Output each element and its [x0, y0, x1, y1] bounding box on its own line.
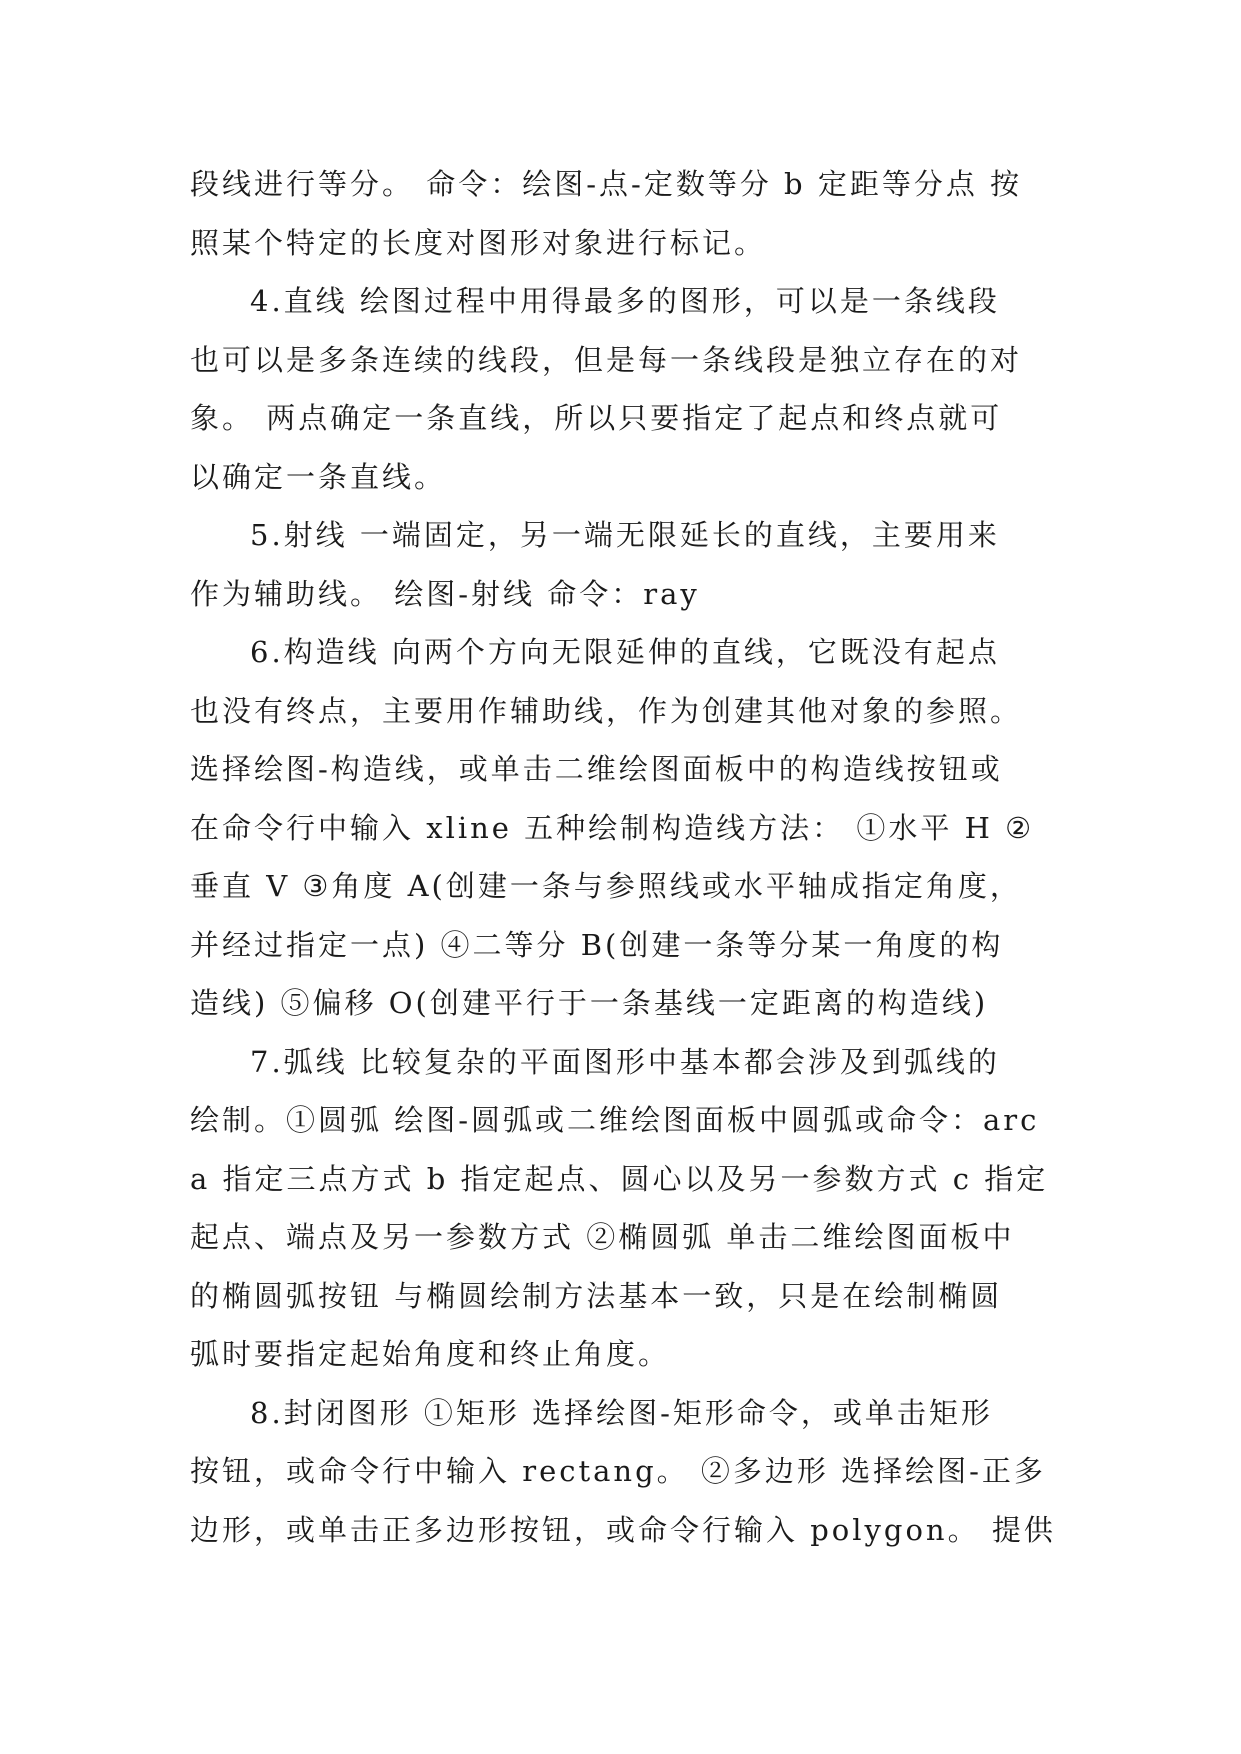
document-body	[190, 155, 1060, 1559]
text-line: 起点、端点及另一参数方式 ②椭圆弧 单击二维绘图面板中	[190, 1220, 1015, 1254]
text-line: 按钮，或命令行中输入 rectang。 ②多边形 选择绘图-正多	[190, 1454, 1046, 1488]
text-line: 象。 两点确定一条直线，所以只要指定了起点和终点就可	[190, 401, 1003, 435]
text-line: 造线) ⑤偏移 O(创建平行于一条基线一定距离的构造线)	[190, 986, 989, 1020]
paragraph-first-line: 5.射线 一端固定，另一端无限延长的直线，主要用来	[250, 518, 1000, 552]
text-line: 边形，或单击正多边形按钮，或命令行输入 polygon。 提供	[190, 1512, 1056, 1547]
text-line: a 指定三点方式 b 指定起点、圆心以及另一参数方式 c 指定	[190, 1161, 1049, 1196]
paragraph-first-line: 4.直线 绘图过程中用得最多的图形，可以是一条线段	[250, 284, 1000, 318]
text-line: 照某个特定的长度对图形对象进行标记。	[190, 225, 767, 260]
text-line: 也可以是多条连续的线段，但是每一条线段是独立存在的对	[190, 342, 1023, 377]
text-line: 的椭圆弧按钮 与椭圆绘制方法基本一致，只是在绘制椭圆	[190, 1278, 1003, 1313]
text-line: 选择绘图-构造线，或单击二维绘图面板中的构造线按钮或	[190, 752, 1003, 786]
text-line: 以确定一条直线。	[190, 459, 447, 494]
paragraph-first-line: 8.封闭图形 ①矩形 选择绘图-矩形命令，或单击矩形	[250, 1395, 993, 1430]
text-line: 段线进行等分。 命令：绘图-点-定数等分 b 定距等分点 按	[190, 167, 1023, 201]
text-line: 作为辅助线。 绘图-射线 命令：ray	[190, 576, 700, 611]
text-line: 也没有终点，主要用作辅助线，作为创建其他对象的参照。	[190, 693, 1023, 728]
paragraph-first-line: 7.弧线 比较复杂的平面图形中基本都会涉及到弧线的	[250, 1044, 1000, 1079]
text-line: 弧时要指定起始角度和终止角度。	[190, 1337, 671, 1371]
paragraph-first-line: 6.构造线 向两个方向无限延伸的直线，它既没有起点	[250, 635, 1000, 669]
text-line: 在命令行中输入 xline 五种绘制构造线方法： ①水平 H ②	[190, 810, 1035, 845]
text-line: 并经过指定一点) ④二等分 B(创建一条等分某一角度的构	[190, 927, 1004, 962]
text-line: 垂直 V ③角度 A(创建一条与参照线或水平轴成指定角度，	[190, 869, 1022, 903]
text-line: 绘制。①圆弧 绘图-圆弧或二维绘图面板中圆弧或命令：arc	[190, 1103, 1040, 1137]
